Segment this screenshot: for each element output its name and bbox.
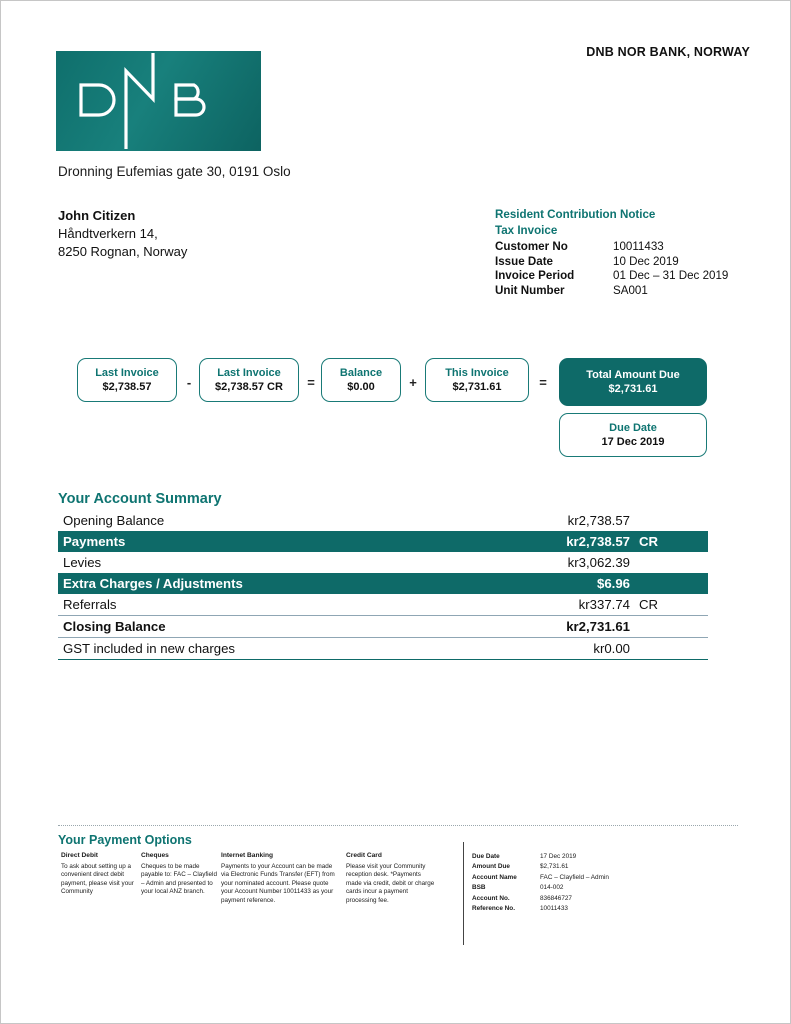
- payment-detail-value: $2,731.61: [540, 863, 569, 871]
- table-row: [58, 531, 708, 552]
- calc-label: Last Invoice: [217, 367, 281, 379]
- meta-value: SA001: [613, 283, 648, 297]
- meta-heading-notice: Resident Contribution Notice: [495, 208, 656, 221]
- payment-column-heading: Internet Banking: [221, 852, 274, 859]
- payment-column-body: To ask about setting up a convenient direct debit payment, please visit your Community: [61, 862, 134, 896]
- table-row: [472, 894, 609, 904]
- table-row: [495, 284, 728, 299]
- payment-column-cheques: [141, 852, 221, 897]
- payment-details-table: [472, 852, 609, 915]
- summary-label: Levies: [63, 555, 102, 570]
- summary-amount: kr2,738.57: [567, 513, 630, 528]
- summary-amount: kr2,738.57: [400, 531, 630, 552]
- payment-detail-key: Account No.: [472, 894, 510, 902]
- summary-cr: CR: [630, 531, 708, 552]
- table-row: [58, 552, 708, 573]
- summary-cr: [630, 638, 708, 660]
- payment-column-heading: Credit Card: [346, 852, 382, 859]
- payment-column-body: Please visit your Community reception desk. *Payments made via credit, debit or charge cards incur a payment processing fee.: [346, 862, 435, 904]
- summary-label: Referrals: [58, 594, 400, 616]
- calc-box-balance: [321, 358, 401, 402]
- payment-detail-value: 014-002: [540, 884, 564, 892]
- calc-value: 17 Dec 2019: [601, 436, 665, 448]
- meta-key: Issue Date: [495, 254, 553, 268]
- calc-value: $0.00: [347, 381, 375, 393]
- calc-value: $2,738.57 CR: [215, 381, 283, 393]
- summary-label: Closing Balance: [58, 616, 400, 638]
- payment-options-title: Your Payment Options: [58, 833, 192, 847]
- payment-detail-value: FAC – Clayfield – Admin: [540, 873, 609, 881]
- summary-cr: CR: [630, 594, 708, 616]
- summary-title: Your Account Summary: [58, 491, 222, 507]
- payment-detail-key: Amount Due: [472, 863, 510, 871]
- meta-key: Unit Number: [495, 283, 565, 297]
- table-row: [495, 255, 728, 270]
- payment-detail-value: 836846727: [540, 894, 572, 902]
- table-row: [58, 616, 708, 638]
- calc-box-due-date: [559, 413, 707, 457]
- summary-label: Payments: [58, 531, 400, 552]
- payment-column-internet-banking: [221, 852, 339, 906]
- table-row: [472, 904, 609, 914]
- payment-detail-key: Due Date: [472, 853, 500, 860]
- table-row: [472, 862, 609, 872]
- account-summary: [58, 491, 708, 660]
- payment-detail-key: Reference No.: [472, 905, 515, 913]
- meta-key: Customer No: [495, 240, 568, 253]
- payment-divider: [58, 825, 738, 826]
- payment-column-heading: Cheques: [141, 852, 169, 859]
- table-row: [495, 240, 728, 255]
- table-row: [58, 638, 708, 660]
- payment-column-body: Cheques to be made payable to: FAC – Clayfield – Admin and presented to your local ANZ branch.: [141, 862, 217, 896]
- operator-minus: -: [186, 375, 192, 390]
- calculation-boxes: [1, 353, 791, 473]
- payment-detail-key: Account Name: [472, 873, 517, 881]
- meta-value: 01 Dec – 31 Dec 2019: [613, 269, 729, 282]
- table-row: [472, 873, 609, 883]
- summary-cr: [630, 552, 708, 573]
- table-row: [58, 510, 708, 531]
- summary-amount: kr337.74: [400, 594, 630, 616]
- meta-value: 10011433: [613, 240, 664, 253]
- payment-detail-value: 10011433: [540, 905, 568, 913]
- summary-cr: [630, 616, 708, 638]
- summary-table: [58, 510, 708, 660]
- payment-vertical-divider: [463, 842, 464, 945]
- summary-cr: [630, 510, 708, 531]
- payment-column-body: Payments to your Account can be made via Electronic Funds Transfer (EFT) from your nominated account. Please quote your Account Number 10011433 as your payment reference.: [221, 862, 335, 904]
- calc-label: Last Invoice: [95, 367, 159, 379]
- operator-plus: +: [409, 375, 417, 390]
- table-row: [495, 269, 728, 284]
- summary-amount: kr0.00: [400, 638, 630, 660]
- operator-equals-2: =: [539, 375, 547, 390]
- invoice-meta-block: [495, 207, 755, 298]
- customer-name: John Citizen: [58, 208, 136, 223]
- summary-amount: $6.96: [400, 573, 630, 594]
- calc-value: $2,738.57: [102, 381, 152, 393]
- calc-box-this-invoice: [425, 358, 529, 402]
- calc-label: This Invoice: [445, 367, 509, 379]
- meta-value: 10 Dec 2019: [613, 254, 679, 268]
- customer-address-line-1: Håndtverkern 14,: [58, 226, 158, 241]
- table-row: [472, 852, 609, 862]
- calc-box-total-amount-due: [559, 358, 707, 406]
- customer-address-line-2: 8250 Rognan, Norway: [58, 244, 188, 259]
- summary-label: GST included in new charges: [58, 638, 400, 660]
- summary-amount: kr3,062.39: [567, 555, 630, 570]
- payment-details-block: [472, 852, 609, 915]
- calc-box-last-invoice: [77, 358, 177, 402]
- table-row: [472, 883, 609, 893]
- calc-box-last-invoice-cr: [199, 358, 299, 402]
- calc-label: Balance: [339, 367, 383, 379]
- payment-column-credit-card: [346, 852, 438, 906]
- payment-detail-key: BSB: [472, 884, 486, 892]
- summary-label: Extra Charges / Adjustments: [58, 573, 400, 594]
- meta-key: Invoice Period: [495, 269, 575, 282]
- bank-name: DNB NOR BANK, NORWAY: [586, 45, 750, 59]
- dnb-logo-icon: [56, 51, 261, 151]
- meta-heading-tax-invoice: Tax Invoice: [495, 223, 558, 237]
- calc-label: Due Date: [609, 422, 657, 434]
- table-row: [58, 594, 708, 616]
- calc-label: Total Amount Due: [586, 369, 680, 381]
- payment-column-heading: Direct Debit: [61, 852, 99, 859]
- bank-address: Dronning Eufemias gate 30, 0191 Oslo: [58, 164, 291, 179]
- table-row: [58, 573, 708, 594]
- summary-amount: kr2,731.61: [400, 616, 630, 638]
- operator-equals-1: =: [307, 375, 315, 390]
- dnb-logo: [56, 51, 261, 151]
- calc-value: $2,731.61: [452, 381, 502, 393]
- calc-value: $2,731.61: [608, 383, 658, 395]
- payment-detail-value: 17 Dec 2019: [540, 853, 577, 860]
- invoice-meta-table: [495, 240, 728, 298]
- payment-column-direct-debit: [61, 852, 139, 897]
- summary-label: Opening Balance: [63, 513, 165, 528]
- summary-cr: [630, 573, 708, 594]
- customer-block: [58, 207, 187, 261]
